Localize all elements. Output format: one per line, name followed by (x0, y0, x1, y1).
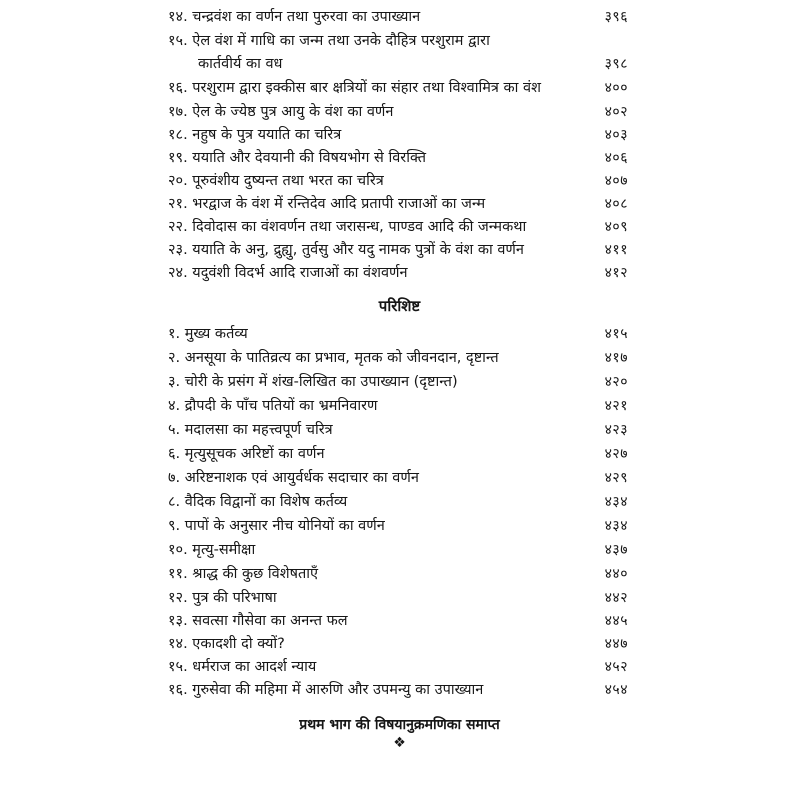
toc-row (168, 169, 628, 193)
toc-page-number: ४२९ (604, 470, 628, 486)
toc-row (168, 370, 628, 394)
toc-page-number: ४२१ (604, 398, 628, 414)
toc-entry-text: ३. चोरी के प्रसंग में शंख-लिखित का उपाख्यान (दृष्टान्त) (168, 374, 458, 390)
toc-entry-text: ५. मदालसा का महत्त्वपूर्ण चरित्र (168, 422, 333, 438)
toc-row (168, 215, 628, 239)
ornament-icon: ❖ (393, 735, 406, 751)
toc-page-number: ४४७ (604, 636, 628, 652)
toc-page-number: ३९८ (604, 56, 628, 72)
toc-entry-text: २०. पूरुवंशीय दुष्यन्त तथा भरत का चरित्र (168, 173, 384, 189)
toc-entry-text: १६. गुरुसेवा की महिमा में आरुणि और उपमन्यु का उपाख्यान (168, 682, 484, 698)
toc-entry-text: १९. ययाति और देवयानी की विषयभोग से विरक्ति (168, 150, 426, 166)
toc-entry-text: ११. श्राद्ध की कुछ विशेषताएँ (168, 566, 319, 582)
toc-page-number: ४०२ (604, 104, 628, 120)
toc-entry-text: ७. अरिष्टनाशक एवं आयुर्वर्धक सदाचार का वर्णन (168, 470, 419, 486)
toc-entry-text: १७. ऐल के ज्येष्ठ पुत्र आयु के वंश का वर्णन (168, 104, 394, 120)
toc-row (168, 346, 628, 370)
toc-page-number: ४५२ (604, 659, 628, 675)
toc-entry-continuation: कार्तवीर्य का वध (198, 56, 283, 72)
toc-page-number: ४३४ (604, 494, 628, 510)
toc-entry-text: २१. भरद्वाज के वंश में रन्तिदेव आदि प्रतापी राजाओं का जन्म (168, 196, 486, 212)
toc-page-number: ४३४ (604, 518, 628, 534)
toc-row (168, 322, 628, 346)
toc-page-number: ४०८ (604, 196, 628, 212)
toc-row (168, 418, 628, 442)
toc-row (168, 76, 628, 100)
toc-row (168, 632, 628, 656)
toc-page-number: ४३७ (604, 542, 628, 558)
toc-page-number: ४०३ (604, 127, 628, 143)
end-note: प्रथम भाग की विषयानुक्रमणिका समाप्त (299, 717, 500, 733)
toc-page-number: ४५४ (604, 682, 628, 698)
toc-entry-text: ६. मृत्युसूचक अरिष्टों का वर्णन (168, 446, 325, 462)
toc-row (168, 29, 628, 53)
toc-row (168, 678, 628, 702)
toc-page-number: ३९६ (604, 9, 628, 25)
toc-row (168, 586, 628, 610)
toc-page-number: ४०६ (604, 150, 628, 166)
toc-entry-text: २३. ययाति के अनु, द्रुह्यु, तुर्वसु और यदु नामक पुत्रों के वंश का वर्णन (168, 242, 524, 258)
toc-row (168, 655, 628, 679)
toc-entry-text: १५. ऐल वंश में गाधि का जन्म तथा उनके दौहित्र परशुराम द्वारा (168, 33, 490, 49)
toc-page-number: ४४२ (604, 590, 628, 606)
toc-entry-text: ९. पापों के अनुसार नीच योनियों का वर्णन (168, 518, 385, 534)
toc-entry-text: १४. एकादशी दो क्यों? (168, 636, 285, 652)
toc-row (168, 538, 628, 562)
toc-entry-text: २. अनसूया के पातिव्रत्य का प्रभाव, मृतक को जीवनदान, दृष्टान्त (168, 350, 499, 366)
toc-row (168, 238, 628, 262)
toc-entry-text: १. मुख्य कर्तव्य (168, 326, 248, 342)
toc-row (168, 123, 628, 147)
toc-page-number: ४१७ (604, 350, 628, 366)
toc-entry-text: १३. सवत्सा गौसेवा का अनन्त फल (168, 613, 348, 629)
toc-row (168, 192, 628, 216)
toc-page-number: ४०० (604, 80, 628, 96)
toc-entry-text: २२. दिवोदास का वंशवर्णन तथा जरासन्ध, पाण्डव आदि की जन्मकथा (168, 219, 527, 235)
toc-row (168, 562, 628, 586)
toc-entry-text: १८. नहुष के पुत्र ययाति का चरित्र (168, 127, 342, 143)
toc-row (168, 100, 628, 124)
toc-row (168, 490, 628, 514)
toc-row (168, 466, 628, 490)
toc-page-number: ४१२ (604, 265, 628, 281)
toc-page-number: ४२७ (604, 446, 628, 462)
toc-entry-text: १२. पुत्र की परिभाषा (168, 590, 277, 606)
toc-row-continuation (168, 52, 628, 76)
toc-entry-text: १६. परशुराम द्वारा इक्कीस बार क्षत्रियों का संहार तथा विश्वामित्र का वंश (168, 80, 541, 96)
toc-page-number: ४११ (604, 242, 628, 258)
toc-page-number: ४४५ (604, 613, 628, 629)
appendix-heading: परिशिष्ट (378, 297, 421, 315)
toc-row (168, 609, 628, 633)
toc-row (168, 5, 628, 29)
toc-page-number: ४१५ (604, 326, 628, 342)
toc-entry-text: १४. चन्द्रवंश का वर्णन तथा पुरुरवा का उपाख्यान (168, 9, 421, 25)
toc-entry-text: ४. द्रौपदी के पाँच पतियों का भ्रमनिवारण (168, 398, 378, 414)
toc-entry-text: १०. मृत्यु-समीक्षा (168, 542, 256, 558)
toc-entry-text: ८. वैदिक विद्वानों का विशेष कर्तव्य (168, 494, 348, 510)
toc-row (168, 514, 628, 538)
toc-row (168, 442, 628, 466)
toc-entry-text: २४. यदुवंशी विदर्भ आदि राजाओं का वंशवर्णन (168, 265, 408, 281)
toc-page-number: ४२० (604, 374, 628, 390)
toc-row (168, 261, 628, 285)
toc-page-number: ४४० (604, 566, 628, 582)
toc-page-number: ४२३ (604, 422, 628, 438)
toc-entry-text: १५. धर्मराज का आदर्श न्याय (168, 659, 317, 675)
toc-row (168, 146, 628, 170)
toc-page-number: ४०७ (604, 173, 628, 189)
toc-page-number: ४०९ (604, 219, 628, 235)
toc-row (168, 394, 628, 418)
